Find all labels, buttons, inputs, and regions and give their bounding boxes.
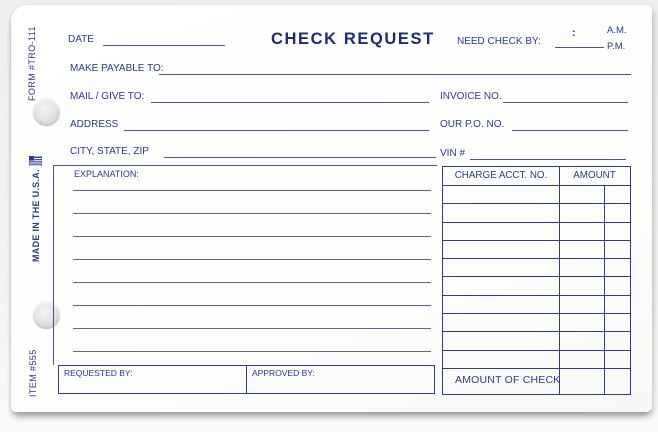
mail-give-to-label: MAIL / GIVE TO:	[70, 91, 145, 102]
address-label: ADDRESS	[70, 119, 119, 130]
make-payable-to-label: MAKE PAYABLE TO:	[70, 63, 164, 74]
vin-field-line	[470, 159, 626, 160]
explanation-line	[73, 236, 431, 237]
amount-of-check-label: AMOUNT OF CHECK	[455, 374, 561, 386]
charge-table-blank-row	[443, 314, 630, 332]
explanation-top-border	[53, 165, 437, 166]
our-po-no-label: OUR P.O. NO.	[440, 119, 505, 130]
need-check-by-field-line	[555, 47, 604, 48]
charge-acct-no-header: CHARGE ACCT. NO.	[454, 170, 548, 181]
us-flag-icon	[29, 156, 44, 166]
form-title: CHECK REQUEST	[271, 30, 435, 48]
requested-by-label: REQUESTED BY:	[64, 368, 133, 378]
charge-table-blank-row	[443, 223, 630, 241]
charge-table-blank-row	[443, 241, 630, 259]
invoice-no-label: INVOICE NO.	[440, 91, 502, 102]
explanation-line	[73, 259, 431, 260]
explanation-label: EXPLANATION:	[74, 169, 139, 179]
form-number-text: FORM #TRO-111	[27, 26, 37, 101]
city-state-zip-field-line	[164, 157, 436, 158]
requested-by-box	[59, 366, 246, 393]
charge-table-blank-row	[443, 277, 630, 295]
made-in-usa-text: MADE IN THE U.S.A.	[30, 169, 41, 262]
punch-hole-top	[33, 99, 60, 126]
city-state-zip-label: CITY, STATE, ZIP	[70, 146, 149, 157]
charge-table-blank-row	[443, 332, 630, 350]
charge-table-body	[443, 186, 630, 369]
amount-of-check-row	[443, 367, 630, 394]
time-colon: :	[572, 27, 576, 39]
signature-boxes	[58, 365, 435, 394]
explanation-left-border	[53, 165, 54, 365]
item-number-label	[28, 349, 38, 397]
am-pm-labels	[607, 23, 627, 55]
explanation-line	[73, 282, 431, 283]
approved-by-label: APPROVED BY:	[252, 368, 315, 378]
charge-table-header	[443, 167, 630, 186]
approved-by-box	[246, 366, 434, 393]
charge-table-blank-row	[443, 204, 630, 222]
address-field-line	[124, 130, 429, 131]
charge-table-blank-row	[443, 186, 630, 204]
amount-header: AMOUNT	[573, 170, 616, 181]
am-label: A.M.	[607, 25, 627, 36]
need-check-by-label: NEED CHECK BY:	[457, 36, 541, 47]
charge-table-blank-row	[443, 296, 630, 314]
date-label: DATE	[68, 34, 94, 45]
make-payable-to-field-line	[159, 74, 631, 75]
date-field-line	[103, 45, 225, 46]
explanation-line	[73, 328, 431, 329]
mail-give-to-field-line	[151, 102, 429, 103]
explanation-line	[73, 190, 431, 191]
vin-label: VIN #	[440, 148, 466, 159]
invoice-no-field-line	[503, 102, 628, 103]
item-number-text: ITEM #555	[28, 349, 38, 397]
charge-table	[442, 166, 631, 395]
form-number-label	[27, 26, 37, 101]
explanation-line	[73, 213, 431, 214]
explanation-line	[73, 351, 431, 352]
punch-hole-bottom	[33, 302, 60, 329]
charge-table-blank-row	[443, 259, 630, 277]
explanation-line	[73, 305, 431, 306]
made-in-usa-label	[29, 156, 44, 262]
charge-amount-column-divider	[559, 167, 560, 394]
pm-label: P.M.	[607, 41, 626, 52]
our-po-no-field-line	[512, 130, 628, 131]
amount-cents-divider	[604, 185, 605, 394]
